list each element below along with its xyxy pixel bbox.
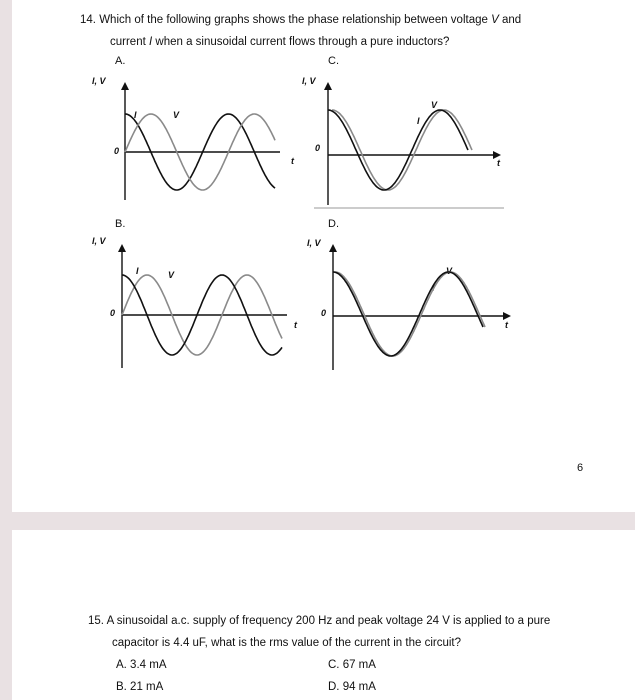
graph-d-x-arrow [503,312,511,320]
page-number: 6 [577,462,584,474]
graph-d-t-label: t [505,320,508,330]
page-one [12,0,635,512]
option-a-label: A. [115,55,126,67]
graph-d-v-label: V [446,266,453,276]
option-d-label: D. [328,218,339,230]
question-15-text: 15. A sinusoidal a.c. supply of frequency 200 Hz and peak voltage 24 V is applied to a pure capacitor is 4.4 uF, what is the rms value of the current in the circuit? [88,615,551,649]
graph-a-t-label: t [291,156,294,166]
graph-c-t-label: t [497,158,500,168]
page-two [12,530,635,700]
graph-d-i-label: I [432,283,435,293]
graph-c-i-label: I [417,116,420,126]
graph-b-y-label: I, V [92,236,106,246]
question-14-text: 14. Which of the following graphs shows the phase relationship between voltage V and current I when a sinusoidal current flows through a pure inductors? [80,14,522,48]
q15-option-d: D. 94 mA [328,681,376,693]
graph-d-y-label: I, V [307,238,321,248]
graph-c-origin: 0 [315,143,321,153]
graph-b-origin: 0 [110,308,116,318]
graph-a-v-label: V [173,110,180,120]
option-c-label: C. [328,55,339,67]
graph-b-i-label: I [136,266,139,276]
q15-option-a: A. 3.4 mA [116,659,167,671]
graph-b-v-label: V [168,270,175,280]
graph-a-origin: 0 [114,146,120,156]
graph-c-v-label: V [431,100,438,110]
graph-c-y-label: I, V [302,76,316,86]
graph-a-y-label: I, V [92,76,106,86]
q15-option-b: B. 21 mA [116,681,164,693]
graph-d-y-arrow [329,244,337,252]
option-b-label: B. [115,218,126,230]
q15-option-c: C. 67 mA [328,659,376,671]
graph-a-i-label: I [134,110,137,120]
graph-b-t-label: t [294,320,297,330]
graph-d-origin: 0 [321,308,327,318]
